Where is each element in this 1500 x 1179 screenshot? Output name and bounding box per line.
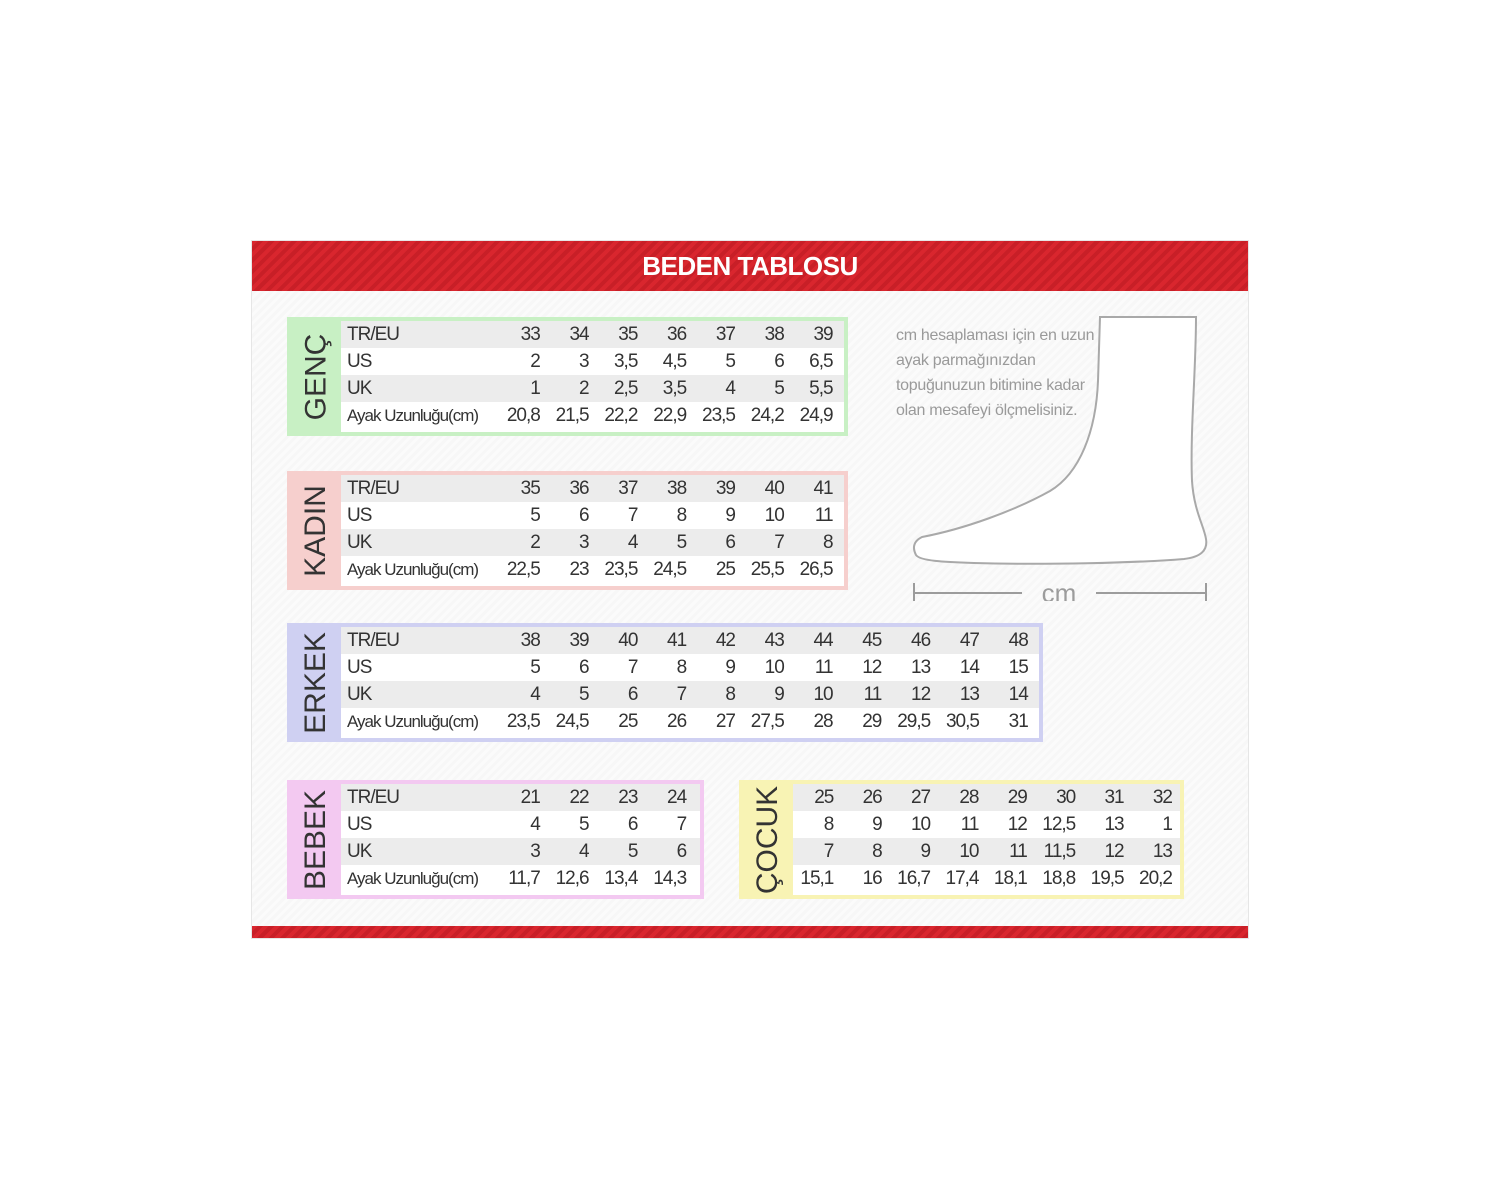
size-cell: 21: [520, 786, 540, 808]
table-row: [341, 865, 700, 892]
size-cell: 22,9: [653, 404, 687, 426]
size-cell: 41: [813, 477, 833, 499]
size-cell: 3: [579, 350, 589, 372]
size-cell: 7: [676, 813, 687, 835]
table-row: [341, 348, 844, 375]
table-row: [341, 321, 844, 348]
size-cell: 5: [725, 350, 735, 372]
table-row: [341, 402, 844, 429]
size-cell: 8: [725, 683, 735, 705]
size-cell: 17,4: [945, 867, 979, 889]
size-cell: 6: [579, 656, 589, 678]
table-row: [341, 529, 844, 556]
size-cell: 29: [1007, 786, 1027, 808]
size-cell: 8: [823, 531, 833, 553]
row-label: TR/EU: [347, 477, 399, 499]
size-cell: 2,5: [613, 377, 638, 399]
size-cell: 11: [863, 683, 882, 705]
size-cell: 27: [715, 710, 735, 732]
table-row: [341, 708, 1039, 735]
size-cell: 16: [862, 867, 882, 889]
size-cell: 2: [530, 350, 540, 372]
size-cell: 39: [813, 323, 833, 345]
table-row: [341, 838, 700, 865]
size-cell: 4: [725, 377, 735, 399]
size-cell: 35: [618, 323, 638, 345]
table-row: [341, 556, 844, 583]
size-cell: 18,1: [993, 867, 1027, 889]
table-row: [341, 375, 844, 402]
size-cell: 38: [764, 323, 784, 345]
size-cell: 4: [530, 683, 540, 705]
table-row: [341, 681, 1039, 708]
size-cell: 13: [959, 683, 979, 705]
size-cell: 39: [569, 629, 589, 651]
size-cell: 12: [1007, 813, 1027, 835]
size-cell: 23,5: [506, 710, 540, 732]
size-cell: 12: [1104, 840, 1124, 862]
table-label-genc: GENÇ: [291, 321, 341, 432]
size-cell: 23,5: [604, 558, 638, 580]
table-row: [793, 865, 1180, 892]
size-cell: 5: [530, 656, 540, 678]
size-cell: 7: [774, 531, 784, 553]
size-cell: 36: [569, 477, 589, 499]
size-cell: 20,8: [506, 404, 540, 426]
row-label: UK: [347, 840, 372, 862]
size-cell: 24,9: [799, 404, 833, 426]
size-cell: 5: [530, 504, 540, 526]
size-cell: 26: [862, 786, 882, 808]
size-cell: 21,5: [555, 404, 589, 426]
size-cell: 31: [1104, 786, 1124, 808]
size-cell: 6: [725, 531, 735, 553]
size-cell: 46: [911, 629, 931, 651]
measure-label: cm: [1041, 578, 1077, 601]
size-cell: 34: [569, 323, 589, 345]
size-cell: 12: [862, 656, 882, 678]
size-cell: 43: [764, 629, 784, 651]
measure-note: cm hesaplaması için en uzun ayak parmağınızdan topuğunuzun bitimine kadar olan mesafeyi ölçmelisiniz.: [896, 327, 1095, 419]
size-cell: 40: [618, 629, 638, 651]
row-label: UK: [347, 531, 372, 553]
size-cell: 18,8: [1042, 867, 1076, 889]
size-cell: 41: [667, 629, 687, 651]
row-label: UK: [347, 377, 372, 399]
size-cell: 8: [823, 813, 834, 835]
size-cell: 47: [959, 629, 979, 651]
size-cell: 13: [911, 656, 931, 678]
row-label: US: [347, 350, 372, 372]
size-cell: 1: [1162, 813, 1172, 835]
size-cell: 8: [872, 840, 882, 862]
size-cell: 6: [579, 504, 589, 526]
table-row: [341, 784, 700, 811]
size-cell: 8: [676, 656, 687, 678]
size-cell: 37: [618, 477, 638, 499]
size-cell: 36: [667, 323, 687, 345]
size-cell: 26,5: [799, 558, 833, 580]
size-cell: 10: [764, 656, 784, 678]
size-cell: 26: [667, 710, 687, 732]
size-cell: 12,6: [555, 867, 589, 889]
chart-title: BEDEN TABLOSU: [252, 241, 1248, 291]
size-cell: 13: [1152, 840, 1172, 862]
size-cell: 24,2: [750, 404, 784, 426]
size-cell: 1: [530, 377, 540, 399]
size-cell: 6: [676, 840, 687, 862]
size-cell: 40: [764, 477, 784, 499]
size-cell: 3: [579, 531, 589, 553]
table-label-bebek: BEBEK: [291, 784, 341, 895]
size-cell: 29,5: [897, 710, 931, 732]
size-cell: 9: [774, 683, 784, 705]
table-genc: [287, 317, 848, 436]
size-cell: 11: [960, 813, 979, 835]
size-cell: 44: [813, 629, 833, 651]
row-label: Ayak Uzunluğu(cm): [347, 711, 479, 731]
size-cell: 23: [618, 786, 638, 808]
size-cell: 15: [1008, 656, 1028, 678]
size-cell: 3,5: [613, 350, 638, 372]
size-cell: 7: [823, 840, 834, 862]
table-row: [341, 475, 844, 502]
table-row: [341, 654, 1039, 681]
row-label: TR/EU: [347, 786, 399, 808]
size-cell: 9: [725, 656, 735, 678]
size-cell: 12,5: [1042, 813, 1076, 835]
size-cell: 3,5: [662, 377, 687, 399]
size-cell: 12: [911, 683, 931, 705]
size-cell: 5: [579, 683, 589, 705]
size-cell: 5,5: [809, 377, 833, 399]
size-cell: 2: [530, 531, 540, 553]
foot-illustration: [904, 311, 1224, 601]
size-cell: 30: [1056, 786, 1076, 808]
size-cell: 6: [627, 683, 638, 705]
row-label: Ayak Uzunluğu(cm): [347, 405, 479, 425]
bottom-bar: [252, 926, 1248, 938]
size-cell: 23: [569, 558, 589, 580]
table-row: [793, 784, 1180, 811]
size-cell: 10: [813, 683, 833, 705]
size-cell: 25: [715, 558, 735, 580]
size-cell: 4,5: [662, 350, 687, 372]
size-cell: 32: [1152, 786, 1172, 808]
size-cell: 29: [862, 710, 882, 732]
size-cell: 22,5: [506, 558, 540, 580]
size-cell: 45: [862, 629, 882, 651]
size-cell: 14: [959, 656, 979, 678]
size-cell: 16,7: [897, 867, 931, 889]
row-label: UK: [347, 683, 372, 705]
size-cell: 38: [520, 629, 540, 651]
table-kadin: [287, 471, 848, 590]
size-cell: 8: [676, 504, 687, 526]
size-cell: 28: [959, 786, 979, 808]
row-label: TR/EU: [347, 629, 399, 651]
size-cell: 30,5: [945, 710, 979, 732]
size-cell: 48: [1008, 629, 1028, 651]
size-cell: 7: [627, 656, 638, 678]
size-cell: 10: [910, 813, 931, 835]
size-cell: 28: [813, 710, 833, 732]
size-cell: 13: [1104, 813, 1124, 835]
size-cell: 5: [579, 813, 589, 835]
size-cell: 9: [725, 504, 735, 526]
size-cell: 19,5: [1090, 867, 1124, 889]
size-cell: 25: [814, 786, 834, 808]
size-cell: 4: [627, 531, 638, 553]
size-cell: 24,5: [555, 710, 589, 732]
size-cell: 13,4: [604, 867, 638, 889]
size-cell: 11,5: [1043, 840, 1076, 862]
size-cell: 4: [579, 840, 589, 862]
size-cell: 2: [579, 377, 589, 399]
size-cell: 5: [774, 377, 784, 399]
size-cell: 10: [764, 504, 784, 526]
size-cell: 39: [715, 477, 735, 499]
size-cell: 5: [676, 531, 687, 553]
table-label-kadin: KADIN: [291, 475, 341, 586]
size-cell: 15,1: [800, 867, 834, 889]
table-row: [341, 627, 1039, 654]
size-cell: 11: [814, 656, 833, 678]
size-cell: 24,5: [653, 558, 687, 580]
size-cell: 42: [715, 629, 735, 651]
row-label: US: [347, 813, 372, 835]
size-cell: 27,5: [750, 710, 784, 732]
size-cell: 9: [920, 840, 931, 862]
size-cell: 4: [530, 813, 540, 835]
table-row: [341, 811, 700, 838]
row-label: Ayak Uzunluğu(cm): [347, 559, 479, 579]
table-label-erkek: ERKEK: [291, 627, 341, 738]
size-cell: 22: [569, 786, 589, 808]
size-cell: 23,5: [702, 404, 735, 426]
size-cell: 14,3: [653, 867, 687, 889]
size-cell: 3: [530, 840, 540, 862]
size-cell: 27: [910, 786, 931, 808]
size-cell: 24: [667, 786, 687, 808]
size-cell: 6: [627, 813, 638, 835]
size-cell: 31: [1008, 710, 1028, 732]
row-label: TR/EU: [347, 323, 399, 345]
size-chart-card: [251, 240, 1249, 939]
row-label: US: [347, 656, 372, 678]
size-cell: 14: [1008, 683, 1028, 705]
size-cell: 33: [520, 323, 540, 345]
row-label: Ayak Uzunluğu(cm): [347, 868, 479, 888]
size-cell: 9: [872, 813, 882, 835]
size-cell: 35: [520, 477, 540, 499]
table-row: [793, 838, 1180, 865]
row-label: US: [347, 504, 372, 526]
size-cell: 37: [715, 323, 735, 345]
size-cell: 6: [774, 350, 784, 372]
size-cell: 7: [676, 683, 687, 705]
table-bebek: [287, 780, 704, 899]
table-row: [341, 502, 844, 529]
size-cell: 11: [1009, 840, 1027, 862]
size-cell: 20,2: [1139, 867, 1172, 889]
table-row: [793, 811, 1180, 838]
size-cell: 22,2: [604, 404, 638, 426]
size-cell: 11,7: [508, 867, 540, 889]
size-cell: 25: [618, 710, 638, 732]
table-cocuk: [739, 780, 1184, 899]
size-cell: 11: [814, 504, 833, 526]
size-cell: 6,5: [809, 350, 833, 372]
size-cell: 10: [959, 840, 979, 862]
size-cell: 25,5: [750, 558, 784, 580]
size-cell: 7: [627, 504, 638, 526]
table-erkek: [287, 623, 1043, 742]
size-cell: 5: [627, 840, 638, 862]
size-cell: 38: [667, 477, 687, 499]
table-label-cocuk: ÇOCUK: [743, 784, 793, 895]
